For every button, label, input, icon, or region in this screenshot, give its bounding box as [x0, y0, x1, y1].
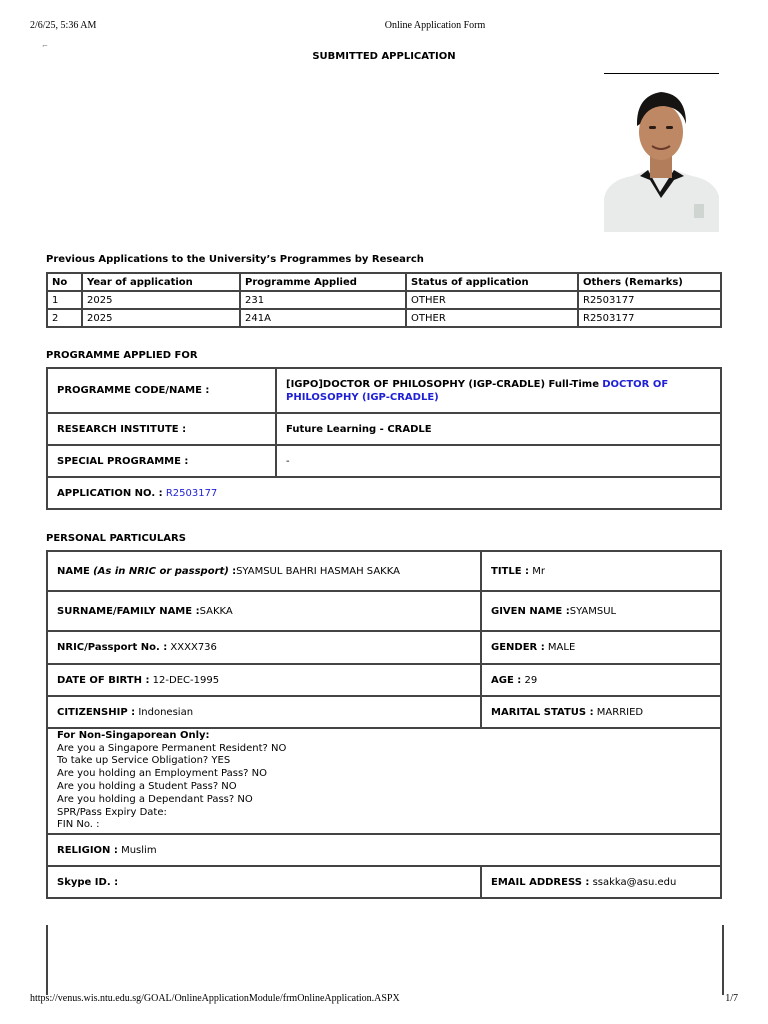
- name-cell: [47, 551, 481, 591]
- programme-code-row: [47, 368, 721, 413]
- non-singaporean-line: To take up Service Obligation? YES: [57, 755, 231, 767]
- field-label: EMAIL ADDRESS :: [491, 876, 590, 888]
- field-label: RELIGION :: [57, 844, 118, 856]
- age-value: 29: [524, 674, 538, 686]
- dob-cell: [47, 664, 481, 696]
- table-cell: 2025: [82, 291, 240, 309]
- special-programme-cell: [276, 445, 721, 477]
- column-header: Others (Remarks): [578, 273, 721, 291]
- application-no-link[interactable]: R2503177: [165, 487, 218, 499]
- column-header: Year of application: [82, 273, 240, 291]
- nric-row: [47, 631, 721, 664]
- table-cell: 2025: [82, 309, 240, 327]
- surname-value: SAKKA: [199, 605, 233, 617]
- field-label: PROGRAMME CODE/NAME :: [57, 385, 210, 396]
- footer-page-number: 1/7: [725, 993, 738, 1004]
- table-row: [47, 291, 721, 309]
- special-programme-value: -: [286, 455, 290, 467]
- dob-value: 12-DEC-1995: [152, 674, 220, 686]
- email-value: ssakka@asu.edu: [592, 876, 677, 888]
- gender-cell: [481, 631, 721, 664]
- given-name-value: SYAMSUL: [569, 605, 617, 617]
- name-colon: :: [232, 565, 237, 577]
- nric-cell: [47, 631, 481, 664]
- section-title-programme: PROGRAMME APPLIED FOR: [46, 350, 198, 361]
- non-singaporean-line: Are you holding a Student Pass? NO: [57, 781, 237, 792]
- field-label: GENDER :: [491, 642, 545, 653]
- table-cell: OTHER: [406, 291, 578, 309]
- print-title: Online Application Form: [384, 20, 486, 31]
- nric-value: XXXX736: [170, 642, 217, 653]
- marital-status-cell: [481, 696, 721, 728]
- programme-name-link[interactable]: DOCTOR OF PHILOSOPHY (IGP-CRADLE): [286, 378, 669, 403]
- field-label: NRIC/Passport No. :: [57, 642, 168, 653]
- marital-status-value: MARRIED: [596, 706, 644, 718]
- photo-divider: [604, 73, 719, 74]
- special-programme-label: [47, 445, 276, 477]
- non-singaporean-line: SPR/Pass Expiry Date:: [57, 806, 167, 818]
- table-cell: 2: [47, 309, 82, 327]
- special-programme-row: [47, 445, 721, 477]
- column-header: Programme Applied: [240, 273, 406, 291]
- field-label: APPLICATION NO. :: [57, 487, 163, 499]
- skype-email-row: [47, 866, 721, 898]
- religion-value: Muslim: [121, 844, 157, 856]
- programme-code-cell: [276, 368, 721, 413]
- religion-row: [47, 834, 721, 866]
- name-note: (As in NRIC or passport): [93, 565, 229, 577]
- column-header: No: [47, 273, 82, 291]
- name-row: [47, 551, 721, 591]
- field-label: TITLE :: [491, 565, 530, 577]
- non-singaporean-line: Are you a Singapore Permanent Resident? NO: [57, 742, 287, 754]
- print-date: 2/6/25, 5:36 AM: [30, 20, 97, 31]
- non-singaporean-line: Are you holding a Dependant Pass? NO: [57, 793, 253, 805]
- gender-value: MALE: [547, 642, 576, 653]
- research-institute-value: Future Learning - CRADLE: [286, 423, 432, 435]
- field-label: SPECIAL PROGRAMME :: [57, 455, 189, 467]
- field-label: Skype ID. :: [57, 876, 119, 888]
- non-singaporean-line: FIN No. :: [57, 819, 100, 831]
- citizenship-row: [47, 696, 721, 728]
- email-cell: [481, 866, 721, 898]
- programme-code-label: [47, 368, 276, 413]
- field-label: RESEARCH INSTITUTE :: [57, 423, 187, 435]
- column-header: Status of application: [406, 273, 578, 291]
- field-label: MARITAL STATUS :: [491, 706, 594, 718]
- non-singaporean-row: [47, 728, 721, 834]
- application-no-cell: [47, 477, 721, 509]
- table-cell: 241A: [240, 309, 406, 327]
- field-label: CITIZENSHIP :: [57, 706, 136, 718]
- field-label: SURNAME/FAMILY NAME :: [57, 605, 200, 617]
- surname-cell: [47, 591, 481, 631]
- research-institute-cell: [276, 413, 721, 445]
- title-cell: [481, 551, 721, 591]
- application-no-row: [47, 477, 721, 509]
- table-cell: OTHER: [406, 309, 578, 327]
- non-singaporean-line: Are you holding an Employment Pass? NO: [57, 768, 268, 780]
- name-value: SYAMSUL BAHRI HASMAH SAKKA: [236, 565, 400, 577]
- given-name-cell: [481, 591, 721, 631]
- section-title-previous-applications: Previous Applications to the University’s Programmes by Research: [46, 254, 424, 265]
- continued-box: [46, 925, 724, 995]
- programme-code-value: [IGPO]DOCTOR OF PHILOSOPHY (IGP-CRADLE) Full-Time: [286, 378, 599, 390]
- field-label: DATE OF BIRTH :: [57, 674, 150, 686]
- programme-table: [46, 367, 722, 510]
- citizenship-value: Indonesian: [138, 706, 194, 718]
- non-singaporean-cell: [47, 728, 721, 834]
- section-title-personal: PERSONAL PARTICULARS: [46, 533, 186, 544]
- applicant-photo: [604, 80, 719, 232]
- field-label: GIVEN NAME :: [491, 605, 570, 617]
- table-header-row: [47, 273, 721, 291]
- age-cell: [481, 664, 721, 696]
- previous-applications-table: [46, 272, 722, 328]
- skype-cell: [47, 866, 481, 898]
- non-singaporean-title: For Non-Singaporean Only:: [57, 729, 210, 741]
- footer-url: https://venus.wis.ntu.edu.sg/GOAL/OnlineApplicationModule/frmOnlineApplication.ASPX: [30, 993, 400, 1004]
- corner-mark: ⌐: [42, 42, 48, 50]
- surname-row: [47, 591, 721, 631]
- table-row: [47, 309, 721, 327]
- research-institute-label: [47, 413, 276, 445]
- table-cell: R2503177: [578, 309, 721, 327]
- title-value: Mr: [532, 565, 545, 577]
- table-cell: 231: [240, 291, 406, 309]
- field-label: AGE :: [491, 674, 522, 686]
- research-institute-row: [47, 413, 721, 445]
- table-cell: R2503177: [578, 291, 721, 309]
- field-label: NAME: [57, 565, 90, 577]
- religion-cell: [47, 834, 721, 866]
- dob-row: [47, 664, 721, 696]
- page-title: SUBMITTED APPLICATION: [312, 51, 456, 62]
- table-cell: 1: [47, 291, 82, 309]
- citizenship-cell: [47, 696, 481, 728]
- personal-particulars-table: [46, 550, 722, 899]
